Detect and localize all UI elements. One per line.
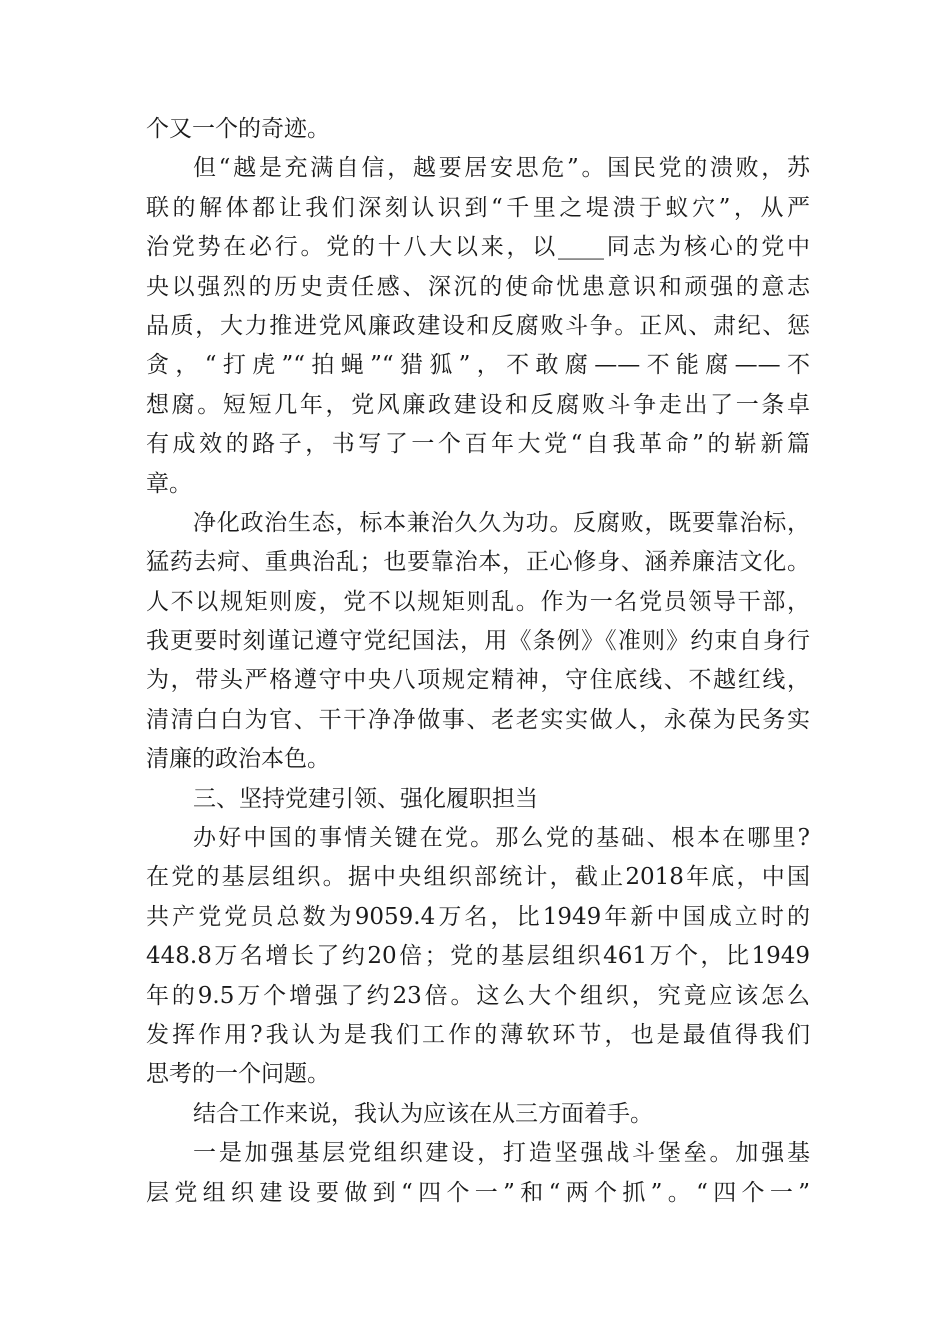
- text-line: 448.8万名增长了约20倍；党的基层组织461万个，比1949: [146, 943, 810, 970]
- text-line: 净化政治生态，标本兼治久久为功。反腐败，既要靠治标，: [193, 509, 810, 536]
- text-line: 我更要时刻谨记遵守党纪国法，用《条例》《准则》约束自身行: [146, 628, 810, 655]
- text-line: 想腐。短短几年，党风廉政建设和反腐败斗争走出了一条卓: [146, 391, 810, 418]
- text-line: 个又一个的奇迹。: [146, 116, 330, 142]
- text-line: 年的9.5万个增强了约23倍。这么大个组织，究竟应该怎么: [146, 982, 810, 1009]
- paragraph-1: [146, 110, 810, 149]
- text-line: 办好中国的事情关键在党。那么党的基础、根本在哪里?: [193, 825, 810, 852]
- text-line: 人不以规矩则废，党不以规矩则乱。作为一名党员领导干部，: [146, 588, 810, 615]
- text-line: 章。: [146, 470, 192, 497]
- paragraph-5: [146, 1095, 810, 1134]
- text-line: 一是加强基层党组织建设，打造坚强战斗堡垒。加强基: [193, 1140, 810, 1167]
- section-heading: [146, 780, 810, 819]
- paragraph-3: [146, 504, 810, 780]
- text-line: 但“越是充满自信，越要居安思危”。国民党的溃败，苏: [193, 155, 810, 182]
- text-line: 发挥作用?我认为是我们工作的薄软环节，也是最值得我们: [146, 1021, 810, 1048]
- document-body: [146, 110, 810, 1213]
- text-line: 联的解体都让我们深刻认识到“千里之堤溃于蚁穴”，从严: [146, 194, 810, 221]
- text-line: 在党的基层组织。据中央组织部统计，截止2018年底，中国: [146, 864, 810, 891]
- section-heading-text: 三、坚持党建引领、强化履职担当: [193, 785, 538, 812]
- text-line: 层党组织建设要做到“四个一”和“两个抓”。“四个一”: [146, 1179, 810, 1206]
- text-line: 为，带头严格遵守中央八项规定精神，守住底线、不越红线，: [146, 667, 810, 694]
- text-line: 共产党党员总数为9059.4万名，比1949年新中国成立时的: [146, 903, 810, 930]
- text-line: 治党势在必行。党的十八大以来，以____同志为核心的党中: [146, 234, 810, 261]
- text-line: 贪，“打虎”“拍蝇”“猎狐”，不敢腐——不能腐——不: [146, 352, 810, 379]
- text-line: 结合工作来说，我认为应该在从三方面着手。: [193, 1100, 653, 1127]
- text-line: 清廉的政治本色。: [146, 746, 330, 773]
- text-line: 清清白白为官、干干净净做事、老老实实做人，永葆为民务实: [146, 706, 810, 733]
- text-line: 央以强烈的历史责任感、深沉的使命忧患意识和顽强的意志: [146, 273, 810, 300]
- text-line: 有成效的路子，书写了一个百年大党“自我革命”的崭新篇: [146, 431, 810, 458]
- paragraph-2: [146, 149, 810, 504]
- text-line: 思考的一个问题。: [146, 1061, 330, 1088]
- text-line: 品质，大力推进党风廉政建设和反腐败斗争。正风、肃纪、惩: [146, 312, 810, 339]
- paragraph-6: [146, 1134, 810, 1213]
- paragraph-4: [146, 819, 810, 1095]
- text-line: 猛药去疴、重典治乱；也要靠治本，正心修身、涵养廉洁文化。: [146, 549, 810, 576]
